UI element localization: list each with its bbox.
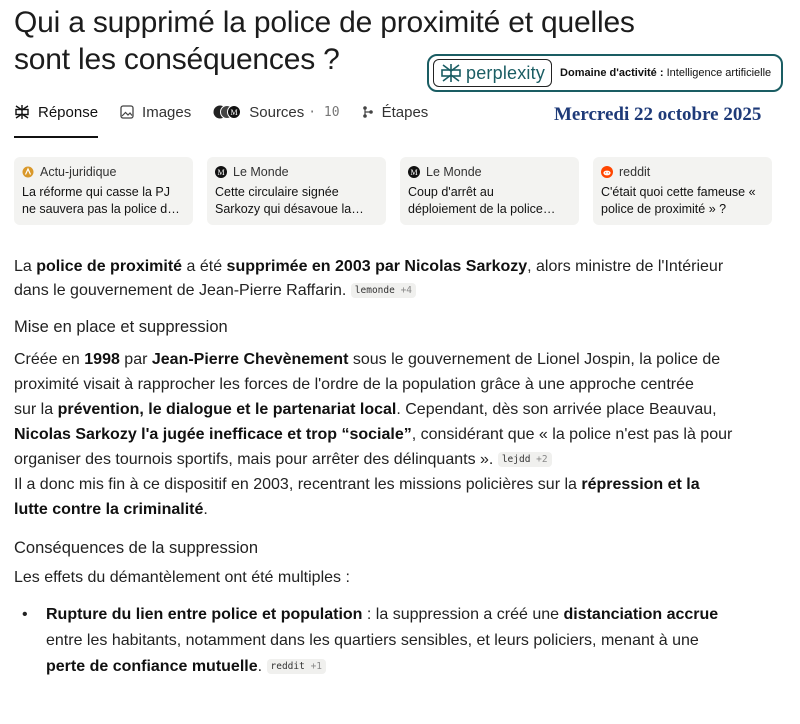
source-site: reddit xyxy=(619,165,651,179)
lemonde-icon xyxy=(215,166,227,178)
title-line-2: sont les conséquences ? xyxy=(14,43,340,76)
svg-text:M: M xyxy=(217,168,225,177)
source-card[interactable] xyxy=(14,157,193,225)
tab-images[interactable] xyxy=(120,100,191,124)
citation-chip[interactable] xyxy=(267,659,327,674)
tab-sources-label: Sources xyxy=(249,103,305,121)
citation-source: lemonde xyxy=(354,285,395,296)
text-run: police de proximité xyxy=(36,258,183,275)
active-tab-indicator xyxy=(14,136,98,138)
text-run: . xyxy=(203,501,208,518)
perplexity-icon xyxy=(14,104,30,120)
citation-chip[interactable] xyxy=(498,452,552,467)
text-run: a été xyxy=(182,258,227,275)
perplexity-logo-icon xyxy=(440,63,462,83)
domain-value: Intelligence artificielle xyxy=(666,67,772,79)
text-run: supprimée en 2003 par Nicolas Sarkozy xyxy=(226,258,528,275)
text-run: proximité visait à rapprocher les forces de l'ordre de la population grâce à une approche centrée xyxy=(14,376,694,393)
text-run: sur la xyxy=(14,401,58,418)
sources-count: · 10 xyxy=(308,104,340,120)
tab-sources[interactable] xyxy=(213,100,339,124)
domain-text xyxy=(560,67,771,79)
tab-etapes-label: Étapes xyxy=(381,103,429,121)
text-run: organiser des tournois sportifs, mais pour arrêter des délinquants ». xyxy=(14,451,494,468)
source-title-line: déploiement de la police… xyxy=(408,202,556,216)
citation-count: +4 xyxy=(400,285,413,296)
source-site: Actu-juridique xyxy=(40,165,117,179)
lemonde-icon xyxy=(408,166,420,178)
tab-reponse[interactable] xyxy=(14,100,98,124)
source-title-line: Coup d'arrêt au xyxy=(408,185,494,199)
section-paragraph xyxy=(14,347,786,522)
title-line-1: Qui a supprimé la police de proximité et quelles xyxy=(14,6,635,39)
text-run: . Cependant, dès son arrivée place Beauvau, xyxy=(396,401,717,418)
text-run: La xyxy=(14,258,37,275)
text-run: Nicolas Sarkozy l'a jugée inefficace et trop “sociale” xyxy=(14,426,412,443)
source-card[interactable] xyxy=(593,157,772,225)
citation-chip[interactable] xyxy=(351,283,416,298)
reddit-icon xyxy=(601,166,613,178)
domain-badge xyxy=(427,54,783,92)
citation-count: +2 xyxy=(536,454,548,465)
text-run: Créée en xyxy=(14,351,85,368)
domain-label: Domaine d'activité : xyxy=(560,67,664,79)
text-run: Rupture du lien entre police et population xyxy=(46,606,363,623)
section-intro: Les effets du démantèlement ont été multiples : xyxy=(14,569,350,586)
text-run: , alors ministre de l'Intérieur xyxy=(527,258,724,275)
source-title-line: police de proximité » ? xyxy=(601,202,727,216)
source-title xyxy=(408,184,571,218)
source-title xyxy=(215,184,378,218)
source-title xyxy=(22,184,185,218)
text-run: répression et la xyxy=(581,476,700,493)
tab-images-label: Images xyxy=(142,103,192,121)
text-run: dans le gouvernement de Jean-Pierre Raffarin. xyxy=(14,282,347,299)
text-run: prévention, le dialogue et le partenariat local xyxy=(57,401,397,418)
text-run: , considérant que « la police n'est pas là pour xyxy=(411,426,733,443)
citation-source: reddit xyxy=(270,661,305,672)
date-label: Mercredi 22 octobre 2025 xyxy=(554,104,762,125)
text-run: sous le gouvernement de Lionel Jospin, la police de xyxy=(348,351,721,368)
text-run: lutte contre la criminalité xyxy=(14,501,204,518)
svg-text:M: M xyxy=(230,108,238,117)
source-title-line: Cette circulaire signée xyxy=(215,185,339,199)
text-run: entre les habitants, notamment dans les quartiers sensibles, et leurs policiers, menant à une xyxy=(46,632,699,649)
answer-intro xyxy=(14,255,786,303)
source-site: Le Monde xyxy=(233,165,289,179)
citation-count: +1 xyxy=(310,661,323,672)
source-favicons-icon xyxy=(213,104,241,120)
answer-tabs xyxy=(14,100,450,140)
section-heading: Conséquences de la suppression xyxy=(14,539,258,557)
section-heading: Mise en place et suppression xyxy=(14,318,228,336)
citation-source: lejdd xyxy=(501,454,531,465)
source-card[interactable] xyxy=(207,157,386,225)
perplexity-logo xyxy=(433,59,552,87)
source-title-line: Sarkozy qui désavoue la… xyxy=(215,202,364,216)
text-run: par xyxy=(119,351,152,368)
tab-etapes[interactable] xyxy=(362,100,429,124)
source-cards xyxy=(14,157,786,225)
text-run: : la suppression a créé une xyxy=(362,606,564,623)
text-run: 1998 xyxy=(84,351,120,368)
source-title-line: C'était quoi cette fameuse « xyxy=(601,185,756,199)
perplexity-logo-text: perplexity xyxy=(466,62,546,83)
source-title xyxy=(601,184,764,218)
list-item xyxy=(14,602,786,680)
source-site: Le Monde xyxy=(426,165,482,179)
svg-text:M: M xyxy=(410,168,418,177)
steps-icon xyxy=(362,105,374,119)
image-icon xyxy=(120,105,134,119)
text-run: perte de confiance mutuelle xyxy=(46,658,258,675)
source-title-line: La réforme qui casse la PJ xyxy=(22,185,170,199)
tab-reponse-label: Réponse xyxy=(38,103,99,121)
source-card[interactable] xyxy=(400,157,579,225)
source-title-line: ne sauvera pas la police d… xyxy=(22,202,180,216)
consequences-list xyxy=(14,602,786,680)
actu-juridique-icon xyxy=(22,166,34,178)
text-run: . xyxy=(257,658,263,675)
answer-content xyxy=(14,255,786,680)
text-run: distanciation accrue xyxy=(563,606,719,623)
text-run: Jean-Pierre Chevènement xyxy=(151,351,349,368)
text-run: Il a donc mis fin à ce dispositif en 2003, recentrant les missions policières sur la xyxy=(14,476,582,493)
